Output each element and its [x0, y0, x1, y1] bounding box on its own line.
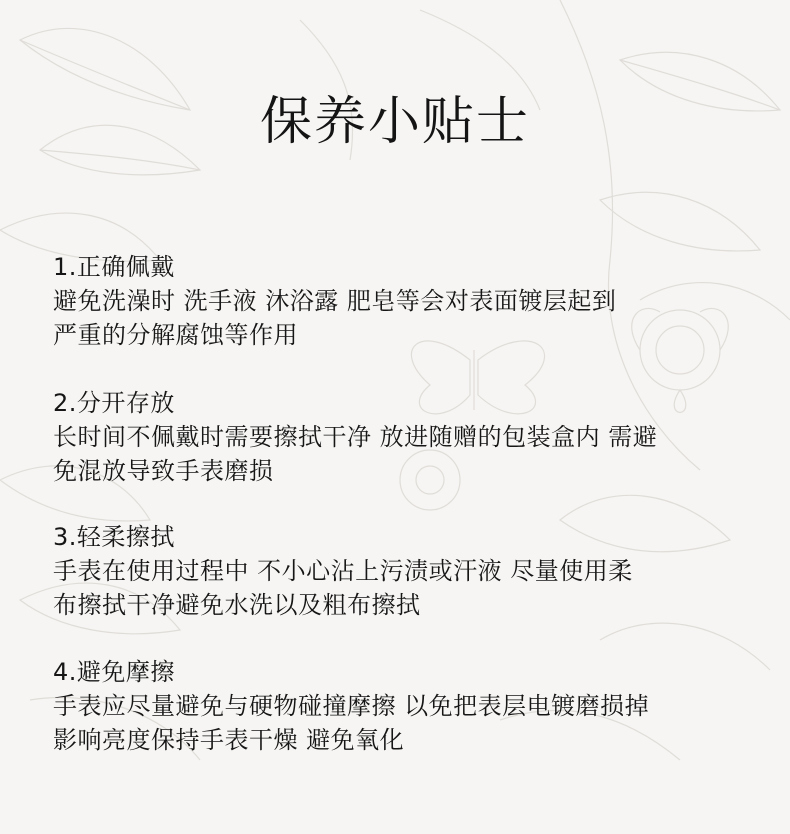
tip-body-line: 长时间不佩戴时需要擦拭干净 放进随赠的包装盒内 需避 — [53, 423, 658, 451]
tip-body-line: 影响亮度保持手表干燥 避免氧化 — [53, 726, 405, 754]
tip-wear-correctly — [53, 250, 753, 352]
tip-body-line: 严重的分解腐蚀等作用 — [53, 321, 298, 349]
tip-store-separately — [53, 386, 753, 488]
tip-body-line: 免混放导致手表磨损 — [53, 457, 274, 485]
tip-heading: 2.分开存放 — [53, 389, 175, 417]
tip-body-line: 手表应尽量避免与硬物碰撞摩擦 以免把表层电镀磨损掉 — [53, 692, 650, 720]
page-title: 保养小贴士 — [259, 92, 530, 152]
tip-wipe-gently — [53, 520, 753, 622]
tip-body-line: 避免洗澡时 洗手液 沐浴露 肥皂等会对表面镀层起到 — [53, 287, 617, 315]
tip-avoid-friction — [53, 655, 753, 757]
tip-heading: 4.避免摩擦 — [53, 658, 175, 686]
tip-body-line: 布擦拭干净避免水洗以及粗布擦拭 — [53, 591, 421, 619]
tip-heading: 3.轻柔擦拭 — [53, 523, 175, 551]
tip-heading: 1.正确佩戴 — [53, 253, 175, 281]
tip-body-line: 手表在使用过程中 不小心沾上污渍或汗液 尽量使用柔 — [53, 557, 633, 585]
